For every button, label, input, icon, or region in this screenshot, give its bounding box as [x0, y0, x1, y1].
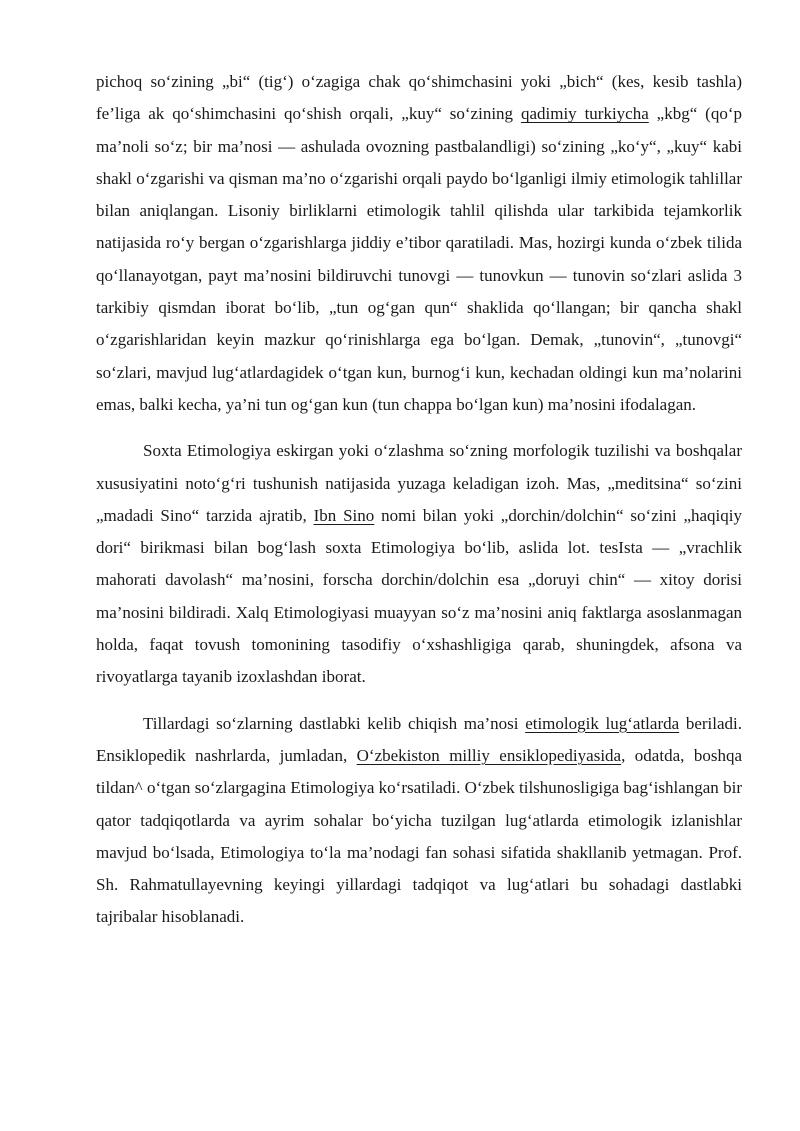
link-etimologik-lugatlar[interactable]: etimologik lug‘atlarda	[525, 713, 680, 733]
paragraph-text: Tillardagi so‘zlarning dastlabki kelib chiqish ma’nosi	[143, 713, 526, 733]
paragraph-text: , odatda, boshqa tildan^ o‘tgan so‘zlargagina Etimologiya ko‘rsatiladi. O‘zbek tilshunosligiga bag‘ishlangan bir qator tadqiqotlarda va ayrim sohalar bo‘yicha tuzilgan lug‘atlarda etimologik izlanishlar mavjud bo‘lsada, Etimologiya to‘la ma’nodagi fan sohasi sifatida shakllanib yetmagan. Prof. Sh. Rahmatullayevning keyingi yillardagi tadqiqot va lug‘atlari bu sohadagi dastlabki tajribalar hisoblanadi.	[96, 745, 742, 927]
paragraph-etymological-dictionaries	[96, 708, 742, 934]
paragraph-text: Soxta Etimologiya eskirgan yoki o‘zlashma so‘zning morfologik tuzilishi va boshqalar xususiyatini noto‘g‘ri tushunish natijasida yuzaga keladigan izoh. Mas, „meditsina“ so‘zini „madadi Sino“ tarzida ajratib,	[96, 441, 742, 525]
paragraph-text: „kbg“ (qo‘p ma’noli so‘z; bir ma’nosi — ashulada ovozning pastbalandligi) so‘zining „ko‘y“, „kuy“ kabi shakl o‘zgarishi va qisman ma’no o‘zgarishi orqali paydo bo‘lganligi ilmiy etimologik tahlillar bilan aniqlangan. Lisoniy birliklarni etimologik tahlil qilishda ular tarkibida tejamkorlik natijasida ro‘y bergan o‘zgarishlarga jiddiy e’tibor qaratiladi. Mas, hozirgi kunda o‘zbek tilida qo‘llanayotgan, payt ma’nosini bildiruvchi tunovgi — tunovkun — tunovin so‘zlari aslida 3 tarkibiy qismdan iborat bo‘lib, „tun og‘gan qun“ shaklida qo‘llangan; bir qancha shakl o‘zgarishlaridan keyin mazkur qo‘rinishlarga ega bo‘lgan. Demak, „tunovin“, „tunovgi“ so‘zlari, mavjud lug‘atlardagidek o‘tgan kun, burnog‘i kun, kechadan oldingi kun ma’nolarini emas, balki kecha, ya’ni tun og‘gan kun (tun chappa bo‘lgan kun) ma’nosini ifodalagan.	[96, 104, 742, 414]
paragraph-text: pichoq so‘zining „bi“ (tig‘) o‘zagiga chak qo‘shimchasini yoki „bich“ (kes, kesib tashla) fe’liga ak qo‘shimchasini qo‘shish orqali, „kuy“ so‘zining	[96, 72, 742, 124]
paragraph-text: nomi bilan yoki „dorchin/dolchin“ so‘zini „haqiqiy dori“ birikmasi bilan bog‘lash soxta Etimologiya bo‘lib, aslida lot. tesIsta — „vrachlik mahorati davolash“ ma’nosini, forscha dorchin/dolchin esa „doruyi chin“ — xitoy dorisi ma’nosini bildiradi. Xalq Etimologiyasi muayyan so‘z ma’nosini aniq faktlarga asoslanmagan holda, faqat tovush tomonining tasodifiy o‘xshashligiga qarab, shuningdek, afsona va rivoyatlarga tayanib izoxlashdan iborat.	[96, 505, 742, 687]
document-page	[96, 66, 742, 934]
link-ozbekiston-milliy-ensiklopediyasi[interactable]: O‘zbekiston milliy ensiklopediyasida	[356, 745, 622, 765]
paragraph-false-etymology	[96, 435, 742, 693]
paragraph-etymology-examples	[96, 66, 742, 421]
link-ibn-sino[interactable]: Ibn Sino	[313, 505, 375, 525]
paragraph-text: beriladi. Ensiklopedik nashrlarda, jumladan,	[96, 713, 742, 765]
link-qadimiy-turkiycha[interactable]: qadimiy turkiycha	[520, 104, 649, 124]
